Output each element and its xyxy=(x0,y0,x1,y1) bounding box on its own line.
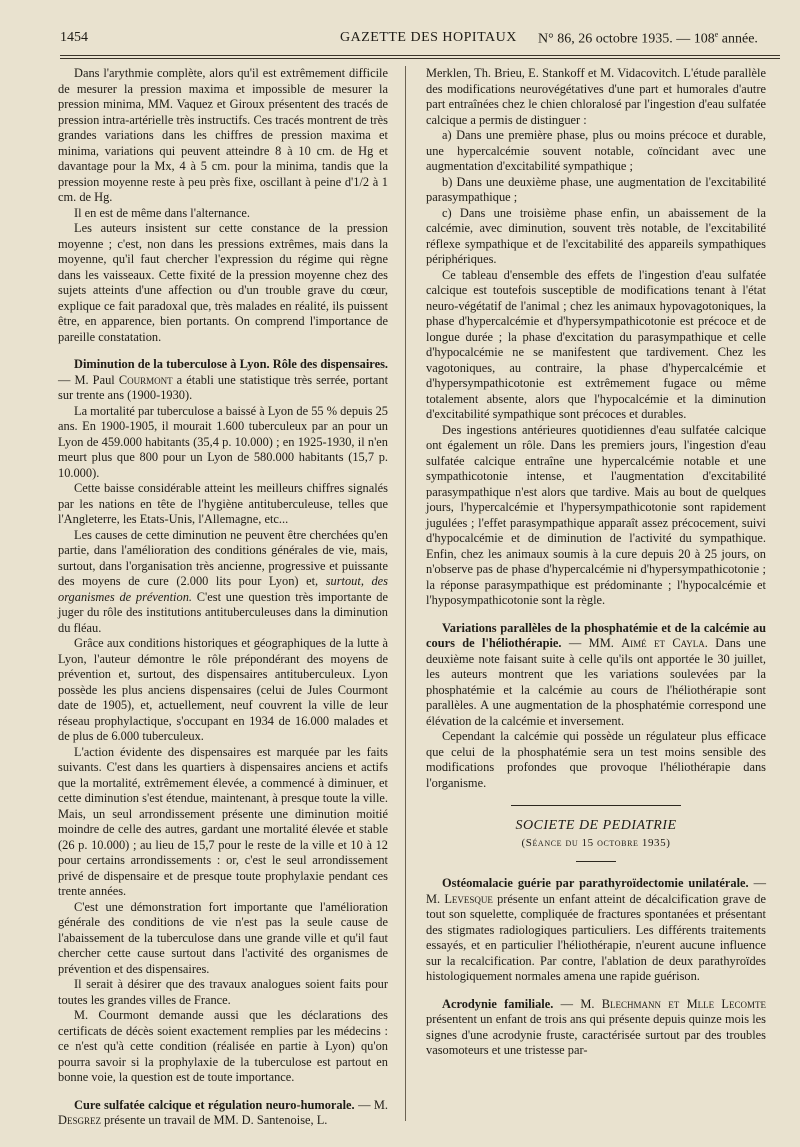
article-variations xyxy=(426,621,766,730)
page-header xyxy=(60,30,780,50)
author-names: Blechmann et Mlle Lecomte xyxy=(601,996,766,1011)
paragraph: b) Dans une deuxième phase, une augmentation de l'excitabilité parasympathique ; xyxy=(426,174,766,204)
paragraph: Dans l'arythmie complète, alors qu'il est extrêmement difficile de mesurer la pression maxima et impossible de mesurer la pression minima, MM. Vaquez et Giroux présentent des tracés de pression intra-artérielle très instructifs. Ces tracés montrent de très grandes variations dans les chiffres de pression maxima et minima, variations qui peuvent atteindre 8 à 10 cm. de Hg et davantage pour la Mx, 4 à 5 cm. pour la minima, tandis que la pression moyenne reste à peu près fixe, oscillant à peine d'1/2 à 1 cm. de Hg. xyxy=(58,66,388,204)
paragraph: Des ingestions antérieures quotidiennes d'eau sulfatée calcique ont également un rôle. Dans les premiers jours, l'ingestion d'eau sulfatée calcique entraîne une hypercalcémie notable et une sympathicotonie intense, et l'augmentation d'excitabilité parasympathique n'est alors que tardive. Mais au bout de quelques jours, l'hypercalcémie et l'hypersympathicotonie sont rapidement jugulées ; l'effet parasympathique apparaît assez précocement, suivi d'hypocalcémie et de diminution de l'activité du sympathique. Enfin, chez les animaux soumis à la cure depuis 20 à 25 jours, on n'observe pas de phase d'hypercalcémie ni d'hypersympathicotonie ; la réponse parasympathique est prédominante ; l'hypocalcémie et l'hyposympathicotonie sont la règle. xyxy=(426,422,766,607)
society-title: SOCIETE DE PEDIATRIE xyxy=(515,818,677,833)
article-cure-sulfatee xyxy=(58,1098,388,1129)
paragraph: Cette baisse considérable atteint les meilleurs chiffres signalés par les nations en tête de l'hygiène antituberculeuse, telles que l'Angleterre, les Etats-Unis, l'Allemagne, etc... xyxy=(58,481,388,526)
article-title: Ostéomalacie guérie par parathyroïdectomie unilatérale. xyxy=(442,876,749,890)
article-lead: — M. xyxy=(354,1097,389,1112)
author-name: Levesque xyxy=(444,891,493,906)
paragraph: Grâce aux conditions historiques et géographiques de la lutte à Lyon, l'auteur démontre le rôle prépondérant des moyens de prévention et, surtout, des dispensaires antituberculeux. Lyon possède les plus anciens dispensaires (celui de Jules Courmont date de 1905), et, actuellement, neuf couvrent la ville de leur réseau prophylactique, s'occupant en 1934 de 16.000 malades et de plus de 6.000 tuberculeux. xyxy=(58,636,388,743)
paragraph: Les auteurs insistent sur cette constance de la pression moyenne ; c'est, non dans les pressions extrêmes, mais dans la moyenne, qu'il faut chercher l'expression du régime qui règne dans les vaisseaux. Cette fixité de la pression moyenne chez des sujets atteints d'une affection ou d'un trouble grave du cœur, explique ce fait paradoxal que, très malades en réalité, ils puissent être, en apparence, bien portants. On comprend l'importance de pareille constatation. xyxy=(58,221,388,344)
article-lead: — MM. xyxy=(561,636,622,650)
article-text: a établi une statistique très serrée, portant sur trente ans (1900-1930). xyxy=(58,372,389,402)
paragraph xyxy=(58,528,388,637)
paragraph: Merklen, Th. Brieu, E. Stankoff et M. Vidacovitch. L'étude parallèle des modifications neurovégétatives d'une part et humorales d'autre part entraînées chez le chien chloralosé par l'ingestion d'eau sulfatée calcique a permis de distinguer : xyxy=(426,66,766,127)
paragraph: Il serait à désirer que des travaux analogues soient faits pour toutes les grandes villes de France. xyxy=(58,977,388,1007)
article-lead: — M. xyxy=(553,996,602,1011)
paragraph: Cependant la calcémie qui possède un régulateur plus efficace que celui de la phosphatémie sera un test moins sensible des modifications profondes que provoque l'héliothérapie dans l'organisme. xyxy=(426,729,766,790)
right-column xyxy=(426,66,766,1059)
paragraph-text: C'est une question très importante de juger du rôle des institutions antituberculeuses dans la diminution du fléau. xyxy=(58,589,388,635)
header-rule xyxy=(60,55,780,59)
issue-info xyxy=(538,30,758,48)
short-rule xyxy=(576,861,616,862)
author-name: Courmont xyxy=(118,372,173,387)
paragraph: M. Courmont demande aussi que les déclarations des certificats de décès soient exactement remplies par les médecins : ce n'est qu'à cette condition (réalisée en partie à Lyon) qu'on pourra savoir si la prophylaxie de la tuberculose est partout en bonne voie, la question est de toute importance. xyxy=(58,1008,388,1084)
paragraph: a) Dans une première phase, plus ou moins précoce et durable, une hypercalcémie souvent notable, coïncidant avec une augmentation d'excitabilité sympathique ; xyxy=(426,128,766,173)
paragraph: La mortalité par tuberculose a baissé à Lyon de 55 % depuis 25 ans. En 1900-1905, il mourait 1.600 tuberculeux par an pour un Lyon de 459.000 habitants (35,4 p. 10.000) ; en 1925-1930, il n'en meurt plus que 800 pour un Lyon de 580.000 habitants (15,7 p. 10.000). xyxy=(58,403,388,480)
page-number: 1454 xyxy=(60,30,88,45)
article-acrodynie xyxy=(426,997,766,1059)
article-title: Cure sulfatée calcique et régulation neuro-humorale. xyxy=(74,1097,355,1112)
left-column xyxy=(58,66,388,1129)
article-tuberculose xyxy=(58,357,388,404)
paragraph-text: Les causes de cette diminution ne peuvent être cherchées qu'en partie, dans l'amélioration des conditions générales de vie, mais, surtout, dans l'organisation très ancienne, progressive et puissante des moyens de cure (2.000 lits pour Lyon) et, xyxy=(58,527,388,588)
issue-sup: e xyxy=(714,30,719,39)
paragraph: L'action évidente des dispensaires est marquée par les faits suivants. C'est dans les quartiers à dispensaires anciens et actifs que la mortalité, extrêmement élevée, a commencé à diminuer, et cette diminution s'est étendue, maintenant, à presque toute la ville. Mais, un seul arrondissement présente une diminution moitié moindre de celle des autres, gardant une mortalité élevée et stable (26 p. 10.000) ; au lieu de 15,7 pour le reste de la ville et 10 à 12 pour certains arrondissements : or, c'est le seul arrondissement privé de dispensaire et de presque toute prophylaxie pendant ces trente années. xyxy=(58,744,388,898)
article-title: Variations parallèles de la phosphatémie et de la calcémie au cours de l'héliothérapie. xyxy=(426,620,766,650)
author-names: Aimé et Cayla. xyxy=(621,636,708,650)
article-lead: — M. Paul xyxy=(58,372,119,387)
article-text: présente un enfant atteint de décalcification grave de tout son squelette, compliquée de fractures spontanées et présentant des stigmates radiologiques particuliers. Les différents traitements essayés, et en particulier l'héliothérapie, n'eurent aucune influence sur la recalcification. Par contre, l'ablation de deux parathyroïdes histologiquement normales amena une rapide guérison. xyxy=(426,891,766,983)
article-title: Diminution de la tuberculose à Lyon. Rôle des dispensaires. xyxy=(74,357,388,371)
article-text: Dans une deuxième note faisant suite à celle qu'ils ont apportée le 30 juillet, les auteurs montrent que les variations soulevées par la phosphatémie et la calcémie au cours de l'héliothérapie sont parallèles. A une augmentation de la phosphatémie correspond une élévation de la calcémie et inversement. xyxy=(426,636,766,728)
paragraph: Ce tableau d'ensemble des effets de l'ingestion d'eau sulfatée calcique est toutefois susceptible de modifications tenant à l'état neuro-végétatif de l'animal ; chez les animaux hypovagotoniques, la phase d'hypercalcémie et d'hypersympathicotonie est précoce et de longue durée ; la phase d'excitation du parasympathique et celle d'hypocalcémie ne se manifestent que tardivement. Chez les vagotoniques, au contraire, la phase d'hypercalcémie et d'hypersympathicotonie est extrêmement fugace ou même totalement absente, alors que l'hypocalcémie et la diminution d'excitabilité sympathique sont précoces et durables. xyxy=(426,267,766,421)
article-title: Acrodynie familiale. xyxy=(442,996,554,1011)
article-lead: — M. xyxy=(426,876,766,906)
article-text: présentent un enfant de trois ans qui présente depuis quinze mois les signes d'une acrodynie fruste, caractérisée surtout par des troubles vasomoteurs et une tristesse par- xyxy=(426,1012,766,1057)
article-osteomalacie xyxy=(426,876,766,985)
issue-year-word: année. xyxy=(718,31,758,47)
author-name: Desgrez xyxy=(58,1113,101,1127)
journal-title: GAZETTE DES HOPITAUX xyxy=(340,30,517,45)
article-text: présente un travail de MM. D. Santenoise, L. xyxy=(100,1113,328,1127)
issue-date: N° 86, 26 octobre 1935. — 108 xyxy=(538,31,715,47)
paragraph: Il en est de même dans l'alternance. xyxy=(74,205,250,220)
column-divider xyxy=(405,66,406,1121)
section-divider xyxy=(511,805,681,806)
paragraph: C'est une démonstration fort importante que l'amélioration générale des conditions de vie n'est pas la seule cause de l'abaissement de la tuberculose dans une grande ville et qu'il faut chercher cette cause surtout dans l'activité des organismes de prévention et des dispensaires. xyxy=(58,899,388,976)
emphasis: surtout, des organismes de prévention. xyxy=(58,574,389,604)
paragraph: c) Dans une troisième phase enfin, un abaissement de la calcémie, avec diminution, souvent très notable, de l'excitabilité réflexe sympathique et de l'excitabilité des appareils sympathiques périphériques. xyxy=(426,205,766,266)
session-date: (Séance du 15 octobre 1935) xyxy=(521,836,671,849)
